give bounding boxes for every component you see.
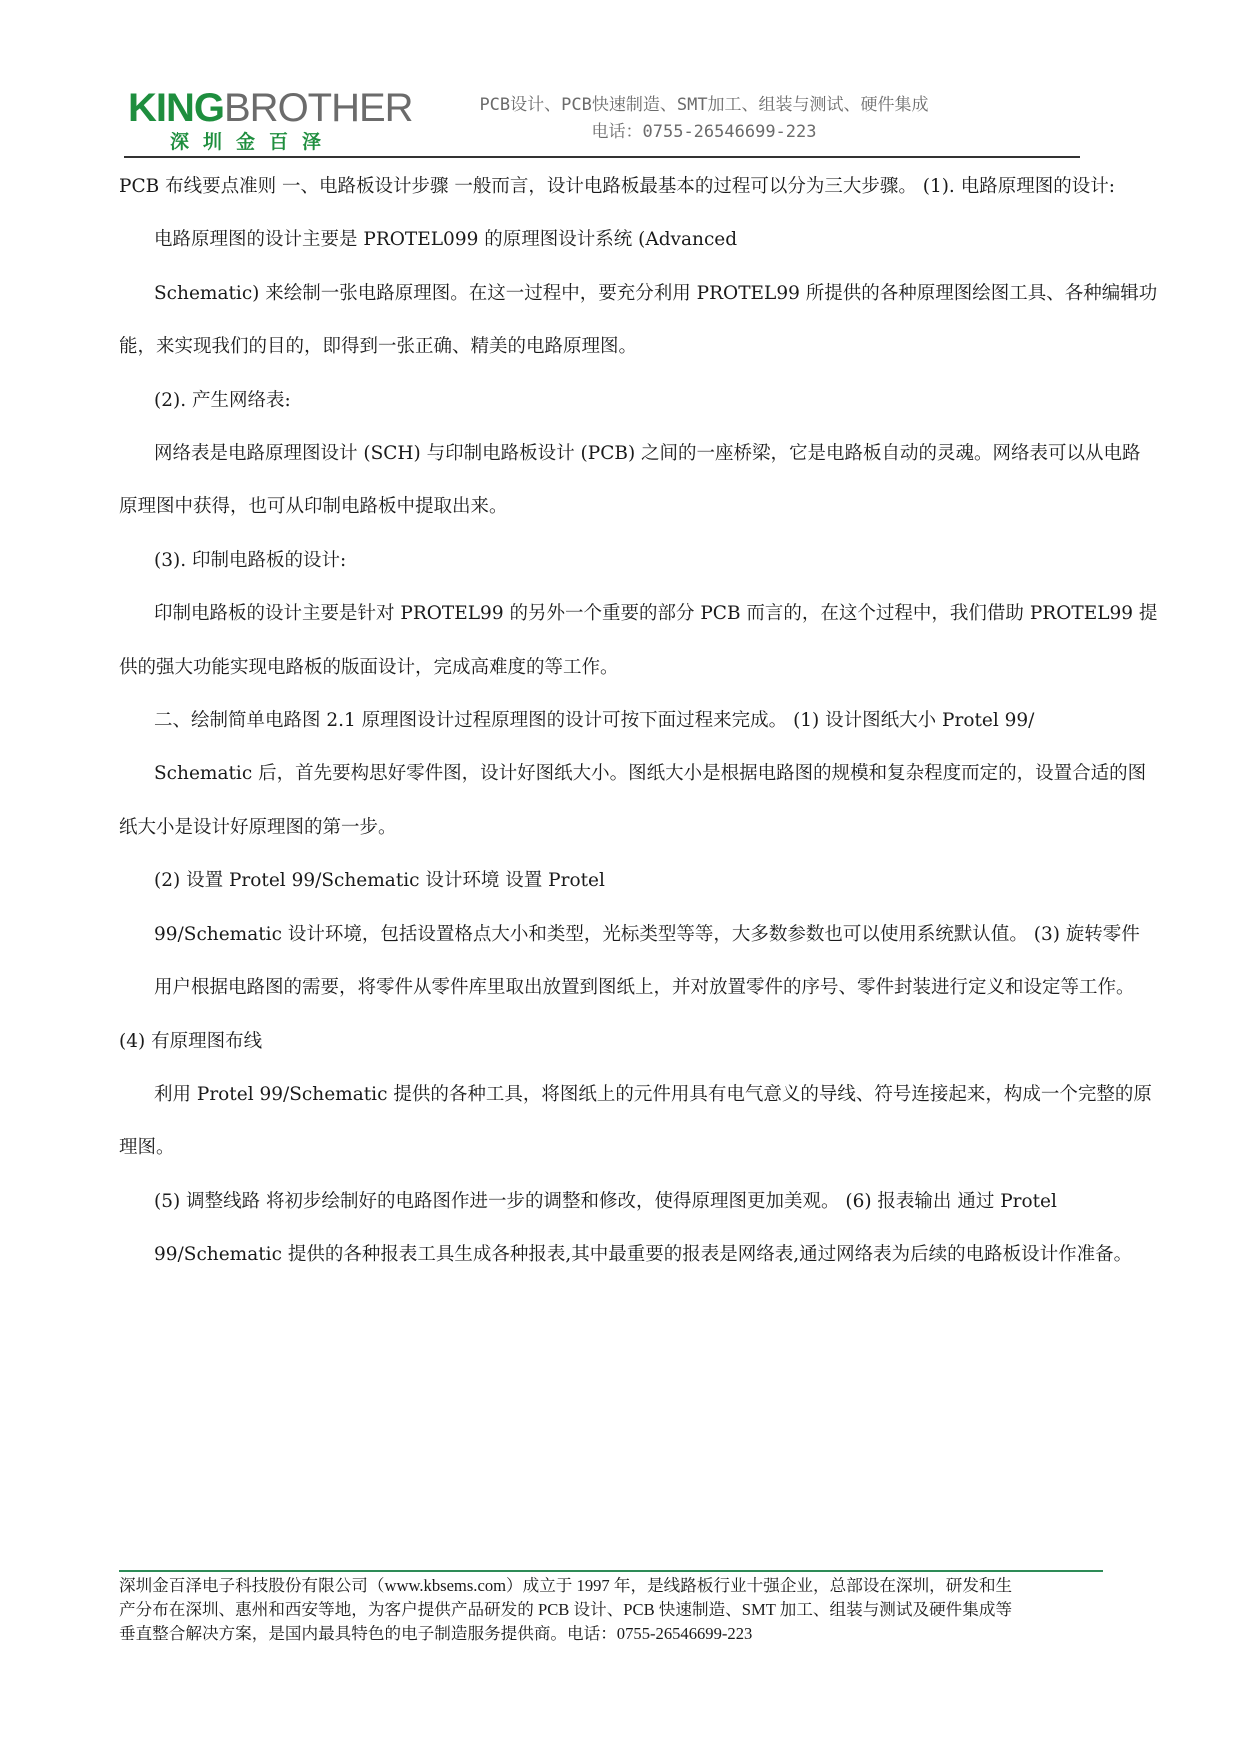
paragraph: PCB 布线要点准则 一、电路板设计步骤 一般而言，设计电路板最基本的过程可以分为三大步骤。 (1). 电路原理图的设计:: [119, 176, 1115, 197]
paragraph: (3). 印制电路板的设计:: [154, 549, 347, 571]
logo-wordmark: [128, 86, 413, 130]
footer-line: 深圳金百泽电子科技股份有限公司（www.kbsems.com）成立于 1997 年，是线路板行业十强企业，总部设在深圳，研发和生: [119, 1576, 1013, 1595]
paragraph: 用户根据电路图的需要，将零件从零件库里取出放置到图纸上，并对放置零件的序号、零件封装进行定义和设定等工作。 (4) 有原理图布线: [119, 977, 1135, 1052]
paragraph: (2). 产生网络表:: [154, 389, 291, 411]
footer-line: 垂直整合解决方案，是国内最具特色的电子制造服务提供商。电话：0755-26546699-223: [119, 1624, 753, 1643]
paragraph: 电路原理图的设计主要是 PROTEL099 的原理图设计系统 (Advanced: [154, 229, 738, 251]
tagline-phone: 电话：0755-26546699-223: [591, 122, 817, 142]
paragraph: 99/Schematic 设计环境，包括设置格点大小和类型，光标类型等等，大多数参数也可以使用系统默认值。 (3) 旋转零件: [154, 923, 1140, 945]
paragraph: 利用 Protel 99/Schematic 提供的各种工具，将图纸上的元件用具有电气意义的导线、符号连接起来，构成一个完整的原理图。: [119, 1083, 1152, 1159]
paragraph: 99/Schematic 提供的各种报表工具生成各种报表,其中最重要的报表是网络表,通过网络表为后续的电路板设计作准备。: [154, 1244, 1133, 1266]
footer-line: 产分布在深圳、惠州和西安等地，为客户提供产品研发的 PCB 设计、PCB 快速制造、SMT 加工、组装与测试及硬件集成等: [119, 1600, 1013, 1619]
paragraph: 二、绘制简单电路图 2.1 原理图设计过程原理图的设计可按下面过程来完成。 (1) 设计图纸大小 Protel 99/: [154, 710, 1035, 732]
page-footer: [119, 1574, 1119, 1646]
logo-brother-text: BROTHER: [224, 86, 413, 130]
footer-divider: [119, 1570, 1103, 1572]
page-header: [124, 86, 1080, 158]
document-body: [119, 160, 1159, 1282]
logo-chinese-name: 深圳金百泽: [170, 131, 336, 153]
header-divider: [124, 156, 1080, 158]
paragraph: 印制电路板的设计主要是针对 PROTEL99 的另外一个重要的部分 PCB 而言的，在这个过程中，我们借助 PROTEL99 提供的强大功能实现电路板的版面设计，完成高难度的等工作。: [119, 603, 1158, 678]
tagline-services: PCB设计、PCB快速制造、SMT加工、组装与测试、硬件集成: [479, 95, 929, 115]
paragraph: 网络表是电路原理图设计 (SCH) 与印制电路板设计 (PCB) 之间的一座桥梁，它是电路板自动的灵魂。网络表可以从电路原理图中获得，也可从印制电路板中提取出来。: [119, 443, 1141, 518]
kingbrother-logo: [128, 86, 413, 154]
paragraph: Schematic 后，首先要构思好零件图，设计好图纸大小。图纸大小是根据电路图的规模和复杂程度而定的，设置合适的图纸大小是设计好原理图的第一步。: [119, 763, 1147, 838]
logo-king-text: KING: [128, 86, 224, 130]
header-tagline: [464, 92, 944, 146]
paragraph: (5) 调整线路 将初步绘制好的电路图作进一步的调整和修改，使得原理图更加美观。 (6) 报表输出 通过 Protel: [154, 1190, 1057, 1212]
paragraph: (2) 设置 Protel 99/Schematic 设计环境 设置 Protel: [154, 870, 605, 892]
paragraph: Schematic) 来绘制一张电路原理图。在这一过程中，要充分利用 PROTEL99 所提供的各种原理图绘图工具、各种编辑功能，来实现我们的目的，即得到一张正确、精美的电路原理图。: [119, 282, 1158, 358]
